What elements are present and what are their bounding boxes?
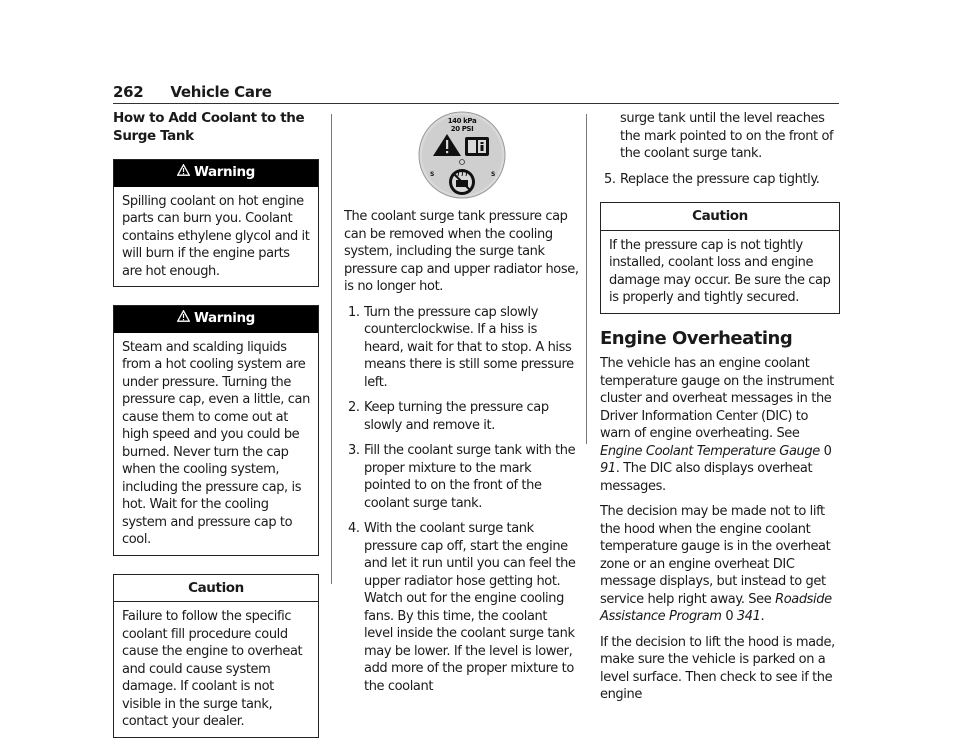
- step-number: 1.: [348, 304, 360, 320]
- text-run: . The DIC also displays overheat messages.: [600, 461, 813, 494]
- column-divider-1: [331, 114, 332, 584]
- list-item: [600, 171, 840, 189]
- list-item: [344, 442, 579, 512]
- step-number: 5.: [604, 171, 616, 187]
- step-text: With the coolant surge tank pressure cap off, start the engine and let it run until you can feel the upper radiator hose getting hot. Watch out for the engine cooling fans. By this time, the coolant level inside the coolant surge tank may be lower. If the level is lower, add more of the proper mixture to the coolant: [364, 521, 576, 694]
- step-text: Replace the pressure cap tightly.: [620, 171, 820, 187]
- xref-page[interactable]: 91: [600, 461, 616, 476]
- section-heading: Engine Overheating: [600, 327, 793, 349]
- manual-book-icon: [465, 137, 489, 156]
- column-divider-2: [586, 114, 587, 444]
- list-item: [344, 304, 579, 392]
- steps-list-continued: [600, 110, 840, 188]
- caution-box-2: [600, 202, 840, 314]
- header-rule: [113, 103, 839, 104]
- text-run: The vehicle has an engine coolant temperature gauge on the instrument cluster and overheat messages in the Driver Information Center (DIC) to warn of engine overheating. See: [600, 356, 834, 441]
- warning-label: Warning: [194, 164, 255, 180]
- section-title: Vehicle Care: [170, 83, 272, 101]
- xref-page[interactable]: 341: [736, 609, 761, 624]
- column-1: [113, 110, 319, 754]
- warning-text: Spilling coolant on hot engine parts can burn you. Coolant contains ethylene glycol and it will burn if the engine parts are hot enough.: [122, 193, 310, 279]
- page-number: 262: [113, 83, 144, 101]
- caution-header: Caution: [601, 203, 839, 231]
- intro-paragraph: The coolant surge tank pressure cap can be removed when the cooling system, including the surge tank pressure cap and upper radiator hose, is no longer hot.: [344, 209, 579, 294]
- page-ref-arrow-icon: 0: [725, 609, 734, 624]
- text-run: .: [760, 609, 765, 624]
- column-2: [344, 110, 579, 703]
- subheading: How to Add Coolant to the Surge Tank: [113, 110, 305, 144]
- step-number: 3.: [348, 443, 360, 458]
- warning-header: [114, 160, 318, 187]
- text-run: The decision may be made not to lift the hood when the engine coolant temperature gauge is in the overheat zone or an engine overheat DIC message displays, but instead to get service help right away. See: [600, 504, 831, 607]
- warning-header: [114, 306, 318, 333]
- steps-list: [344, 304, 579, 696]
- pressure-cap-image: [417, 110, 507, 200]
- warning-box-1: [113, 159, 319, 287]
- page-header: [113, 83, 272, 101]
- cap-pressure-kpa: 140 kPa: [447, 117, 476, 125]
- step-number: 4.: [348, 521, 360, 536]
- list-item: [344, 399, 579, 434]
- caution-text: If the pressure cap is not tightly installed, coolant loss and engine damage may occur. Be sure the cap is properly and tightly secured.: [609, 237, 831, 305]
- warning-icon: [177, 164, 190, 182]
- page-ref-arrow-icon: 0: [823, 443, 832, 459]
- warning-icon: [177, 310, 190, 328]
- caution-header: Caution: [114, 575, 318, 603]
- cap-letter-right: S: [490, 171, 495, 178]
- xref-link[interactable]: Roadside Assistance Program: [600, 591, 832, 624]
- cap-pressure-psi: 20 PSI: [450, 125, 473, 133]
- warning-box-2: [113, 305, 319, 556]
- column-3: [600, 110, 840, 712]
- paragraph: [600, 503, 840, 626]
- caution-text: Failure to follow the specific coolant fill procedure could cause the engine to overheat and could cause system damage. If coolant is not visible in the surge tank, contact your dealer.: [122, 609, 303, 729]
- list-item: [600, 110, 840, 163]
- warning-text: Steam and scalding liquids from a hot cooling system are under pressure. Turning the pressure cap, even a little, can cause them to come out at high speed and you could be burned. Never turn the cap when the cooling system, including the pressure cap, is hot. Wait for the cooling system and pressure cap to cool.: [122, 339, 310, 547]
- caution-box-1: [113, 574, 319, 738]
- no-open-hot-icon: [449, 169, 475, 195]
- step-number: 2.: [348, 400, 360, 415]
- step-text: Keep turning the pressure cap slowly and remove it.: [364, 400, 549, 433]
- warning-label: Warning: [194, 310, 255, 326]
- list-item: [344, 520, 579, 695]
- cap-letter-left: S: [429, 171, 434, 178]
- paragraph: If the decision to lift the hood is made, make sure the vehicle is parked on a level surface. Then check to see if the engine: [600, 634, 835, 702]
- paragraph: [600, 355, 840, 495]
- xref-link[interactable]: Engine Coolant Temperature Gauge: [600, 443, 820, 459]
- step-text: Turn the pressure cap slowly counterclockwise. If a hiss is heard, wait for that to stop. A hiss means there is still some pressure left.: [364, 304, 574, 390]
- step-text: Fill the coolant surge tank with the proper mixture to the mark pointed to on the front of the coolant surge tank.: [364, 443, 576, 511]
- step-text: surge tank until the level reaches the mark pointed to on the front of the coolant surge tank.: [620, 111, 834, 161]
